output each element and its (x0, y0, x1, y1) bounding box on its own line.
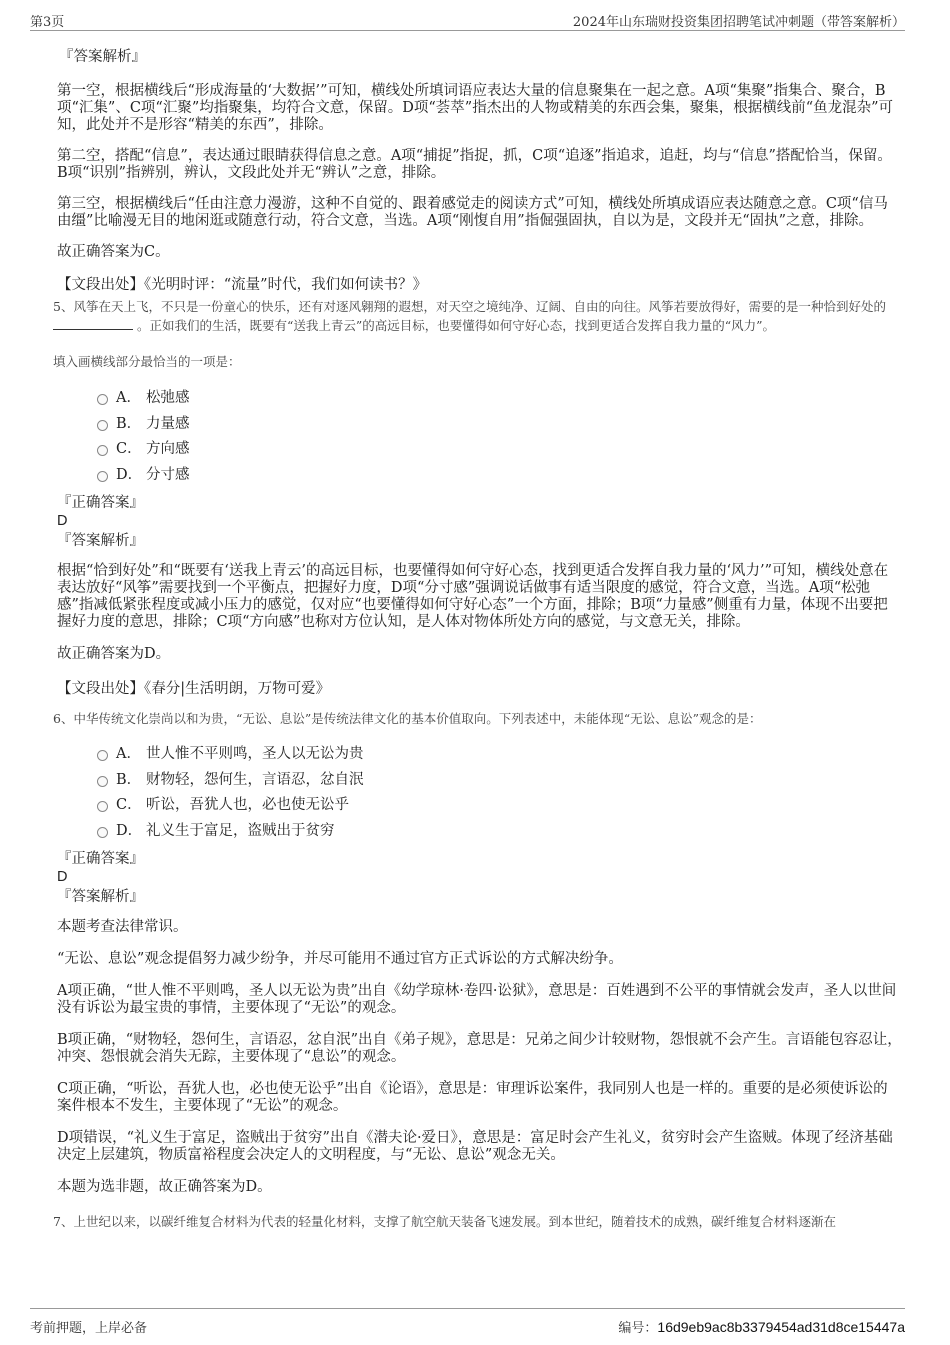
radio-icon[interactable] (97, 471, 108, 482)
radio-icon[interactable] (97, 750, 108, 761)
q6-para-4: B项正确，“财物轻，怨何生，言语忍，忿自泯”出自《弟子规》，意思是：兄弟之间少计较财物，怨恨就不会产生。言语能包容忍让，冲突、怨恨就会消失无踪，主要体现了“息讼”的观念。 (57, 1032, 902, 1065)
page-content (53, 44, 902, 1231)
q4-analysis-label: 『答案解析』 (59, 49, 146, 65)
page-footer (30, 1308, 905, 1339)
radio-icon[interactable] (97, 420, 108, 431)
q5-stem-part-b: 。正如我们的生活，既要有“送我上青云”的高远目标，也要懂得如何守好心态，找到更适合发挥自我力量的“风力”。 (136, 318, 776, 333)
q5-answer: D (57, 513, 68, 529)
q5-prompt: 填入画横线部分最恰当的一项是： (53, 354, 241, 369)
footer-code-label: 编号： (618, 1321, 658, 1336)
q6-correct-label: 『正确答案』 (57, 851, 144, 867)
radio-icon[interactable] (97, 445, 108, 456)
q6-option-a[interactable]: A． 世人惟不平则鸣，圣人以无讼为贵 (97, 742, 902, 768)
q6-para-3: A项正确，“世人惟不平则鸣，圣人以无讼为贵”出自《幼学琼林·卷四·讼狱》，意思是：百姓遇到不公平的事情就会发声，圣人以世间没有诉讼为最宝贵的事情，主要体现了“无讼”的观念。 (57, 983, 897, 1016)
q4-para-4: 故正确答案为C。 (57, 244, 170, 260)
q7-stem: 7、上世纪以来，以碳纤维复合材料为代表的轻量化材料，支撑了航空航天装备飞速发展。到本世纪，随着技术的成熟，碳纤维复合材料逐渐在 (53, 1214, 836, 1229)
page-number: 第3页 (30, 15, 65, 30)
q5-option-a[interactable]: A． 松弛感 (97, 386, 902, 412)
q5-analysis-label: 『答案解析』 (57, 533, 144, 549)
q5-option-d[interactable]: D． 分寸感 (97, 463, 902, 489)
footer-code (618, 1317, 905, 1336)
q5-blank (53, 317, 133, 330)
q5-option-b[interactable]: B． 力量感 (97, 412, 902, 438)
q5-correct-label: 『正确答案』 (57, 495, 144, 511)
radio-icon[interactable] (97, 394, 108, 405)
q6-option-c[interactable]: C． 听讼，吾犹人也，必也使无讼乎 (97, 793, 902, 819)
q6-stem: 6、中华传统文化崇尚以和为贵，“无讼、息讼”是传统法律文化的基本价值取向。下列表述中，未能体现“无讼、息讼”观念的是： (53, 711, 762, 726)
q5-stem (53, 297, 902, 335)
document-id: 16d9eb9ac8b3379454ad31d8ce15447a (657, 1319, 905, 1335)
q5-stem-part-a: 5、风筝在天上飞，不只是一份童心的快乐，还有对逐风翱翔的遐想，对天空之境纯净、辽阔、自由的向往。风筝若要放得好，需要的是一种恰到好处的 (53, 299, 886, 314)
q6-para-5: C项正确，“听讼，吾犹人也，必也使无讼乎”出自《论语》，意思是：审理诉讼案件，我同别人也是一样的。重要的是必须使诉讼的案件根本不发生，主要体现了“无讼”的观念。 (57, 1081, 888, 1114)
q6-para-7: 本题为选非题，故正确答案为D。 (57, 1179, 272, 1195)
q4-para-3: 第三空，根据横线后“任由注意力漫游，这种不自觉的、跟着感觉走的阅读方式”可知，横线处所填成语应表达随意之意。C项“信马由缰”比喻漫无目的地闲逛或随意行动，符合文意，当选。A项“刚愎自用”指倔强固执，自以为是，文段并无“固执”之意，排除。 (57, 196, 888, 229)
radio-icon[interactable] (97, 827, 108, 838)
q6-options (57, 742, 902, 844)
q6-option-b[interactable]: B． 财物轻，怨何生，言语忍，忿自泯 (97, 768, 902, 794)
q6-para-6: D项错误，“礼义生于富足，盗贼出于贫穷”出自《潜夫论·爱日》，意思是：富足时会产生礼义，贫穷时会产生盗贼。体现了经济基础决定上层建筑，物质富裕程度会决定人的文明程度，与“无讼、息讼”观念无关。 (57, 1130, 893, 1163)
document-title: 2024年山东瑞财投资集团招聘笔试冲刺题（带答案解析） (572, 15, 905, 30)
q6-para-1: 本题考查法律常识。 (57, 919, 188, 935)
q5-option-c[interactable]: C． 方向感 (97, 437, 902, 463)
q5-options (57, 386, 902, 488)
q6-analysis-label: 『答案解析』 (57, 889, 144, 905)
q4-para-2: 第二空，搭配“信息”，表达通过眼睛获得信息之意。A项“捕捉”指捉，抓，C项“追逐”指追求，追赶，均与“信息”搭配恰当，保留。B项“识别”指辨别，辨认，文段此处并无“辨认”之意，排除。 (57, 148, 892, 181)
footer-slogan: 考前押题，上岸必备 (30, 1321, 148, 1336)
q6-option-d[interactable]: D． 礼义生于富足，盗贼出于贫穷 (97, 819, 902, 845)
page-header (30, 0, 905, 31)
q4-para-1: 第一空，根据横线后“形成海量的‘大数据’”可知，横线处所填词语应表达大量的信息聚集在一起之意。A项“集聚”指集合、聚合，B项“汇集”、C项“汇聚”均指聚集，均符合文意，保留。D项“荟萃”指杰出的人物或精美的东西会集，聚集，根据横线前“鱼龙混杂”可知，此处并不是形容“精美的东西”，排除。 (57, 83, 894, 133)
q6-para-2: “无讼、息讼”观念提倡努力减少纷争，并尽可能用不通过官方正式诉讼的方式解决纷争。 (57, 951, 623, 967)
radio-icon[interactable] (97, 776, 108, 787)
q6-answer: D (57, 869, 68, 885)
q5-para-2: 故正确答案为D。 (57, 646, 171, 662)
q5-source: 【文段出处】《春分|生活明朗，万物可爱》 (57, 681, 331, 697)
radio-icon[interactable] (97, 801, 108, 812)
q5-para-1: 根据“恰到好处”和“既要有‘送我上青云’的高远目标，也要懂得如何守好心态，找到更适合发挥自我力量的‘风力’”可知，横线处意在表达放好“风筝”需要找到一个平衡点，把握好力度，D项“分寸感”强调说话做事有适当限度的感觉，符合文意，当选。A项“松弛感”指减低紧张程度或减小压力的感觉，仅对应“也要懂得如何守好心态”一个方面，排除；B项“力量感”侧重有力量，体现不出要把握好力度的意思，排除；C项“方向感”也称对方位认知，是人体对物体所处方向的感觉，与文意无关，排除。 (57, 563, 889, 630)
q4-source: 【文段出处】《光明时评：“流量”时代，我们如何读书？》 (57, 277, 428, 293)
